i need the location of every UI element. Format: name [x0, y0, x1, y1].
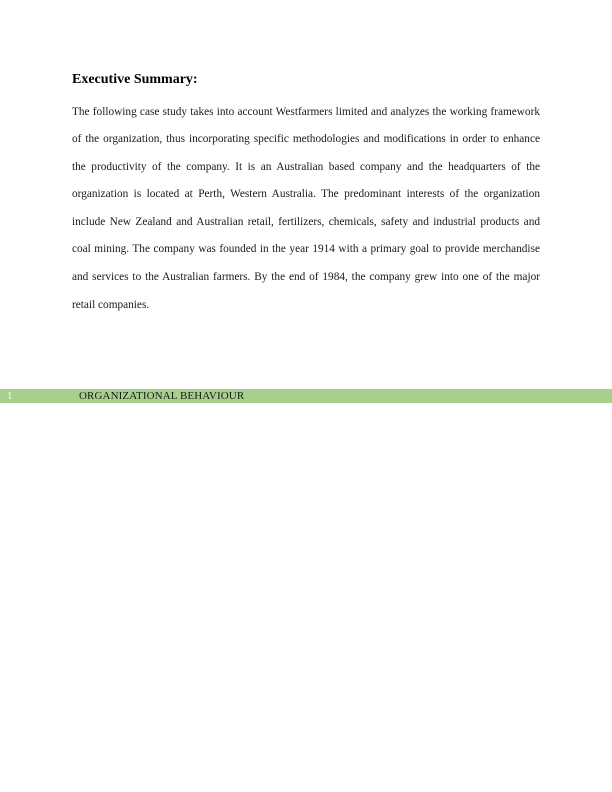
executive-summary-paragraph: The following case study takes into account Westfarmers limited and analyzes the working framework of the organization, thus incorporating specific methodologies and modifications in order to enhance the productivity of the company. It is an Australian based company and the headquarters of the organization is located at Perth, Western Australia. The predominant interests of the organization include New Zealand and Australian retail, fertilizers, chemicals, safety and industrial products and coal mining. The company was founded in the year 1914 with a primary goal to provide merchandise and services to the Australian farmers. By the end of 1984, the company grew into one of the major retail companies. [72, 105, 540, 311]
page-number: 1 [7, 390, 13, 402]
page-footer-bar [0, 389, 612, 403]
section-heading: Executive Summary: [72, 72, 198, 87]
footer-title: ORGANIZATIONAL BEHAVIOUR [79, 390, 245, 402]
